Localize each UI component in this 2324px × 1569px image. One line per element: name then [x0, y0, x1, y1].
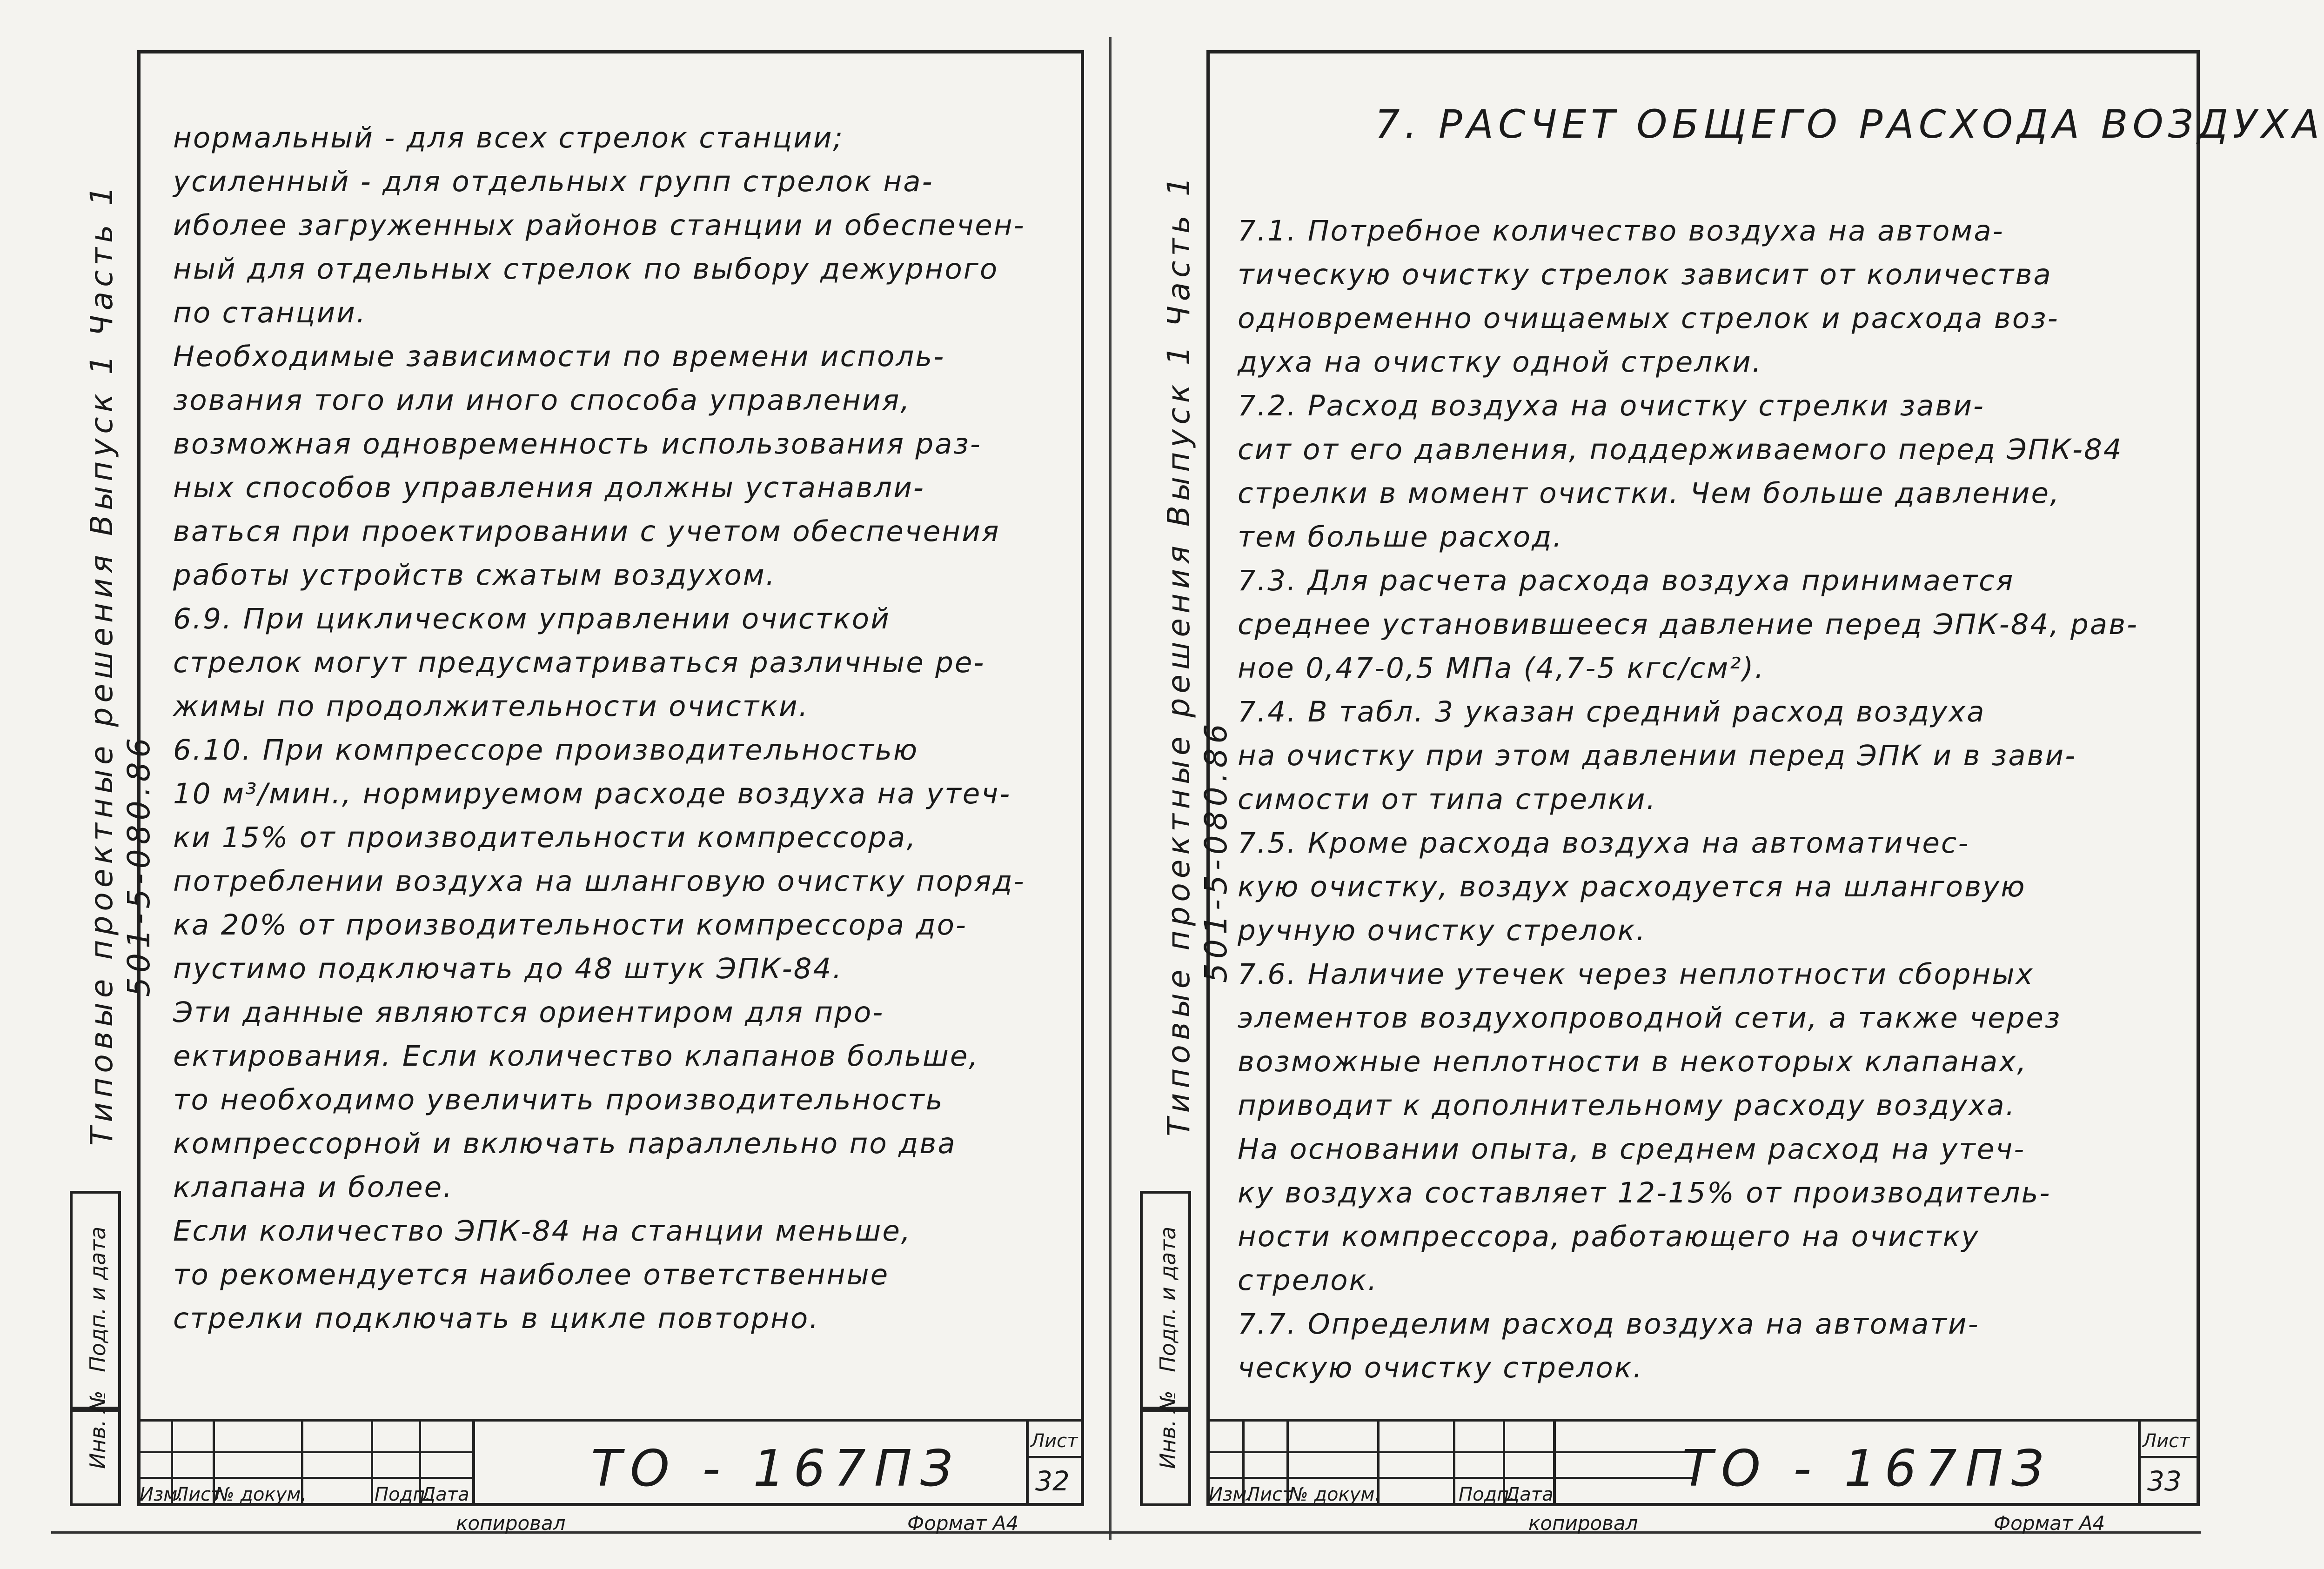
sign-date-box — [70, 1191, 121, 1409]
inventory-label: Инв. № — [1155, 1390, 1180, 1469]
text-line: Если количество ЭПК-84 на станции меньше, — [173, 1215, 912, 1248]
text-line: возможные неплотности в некоторых клапанах, — [1238, 1045, 2028, 1078]
text-line: клапана и более. — [173, 1171, 454, 1204]
side-number-text: 501-5-080.86 — [1198, 719, 1234, 983]
text-line: 7.1. Потребное количество воздуха на автома- — [1238, 214, 2004, 247]
text-line: На основании опыта, в среднем расход на утеч- — [1238, 1133, 2026, 1166]
text-line: по станции. — [173, 296, 367, 329]
side-series-text: Типовые проектные решения Выпуск 1 Часть 1 — [84, 181, 120, 1146]
text-line: 10 м³/мин., нормируемом расходе воздуха на утеч- — [173, 777, 1011, 810]
text-line: ный для отдельных стрелок по выбору дежурного — [173, 253, 999, 286]
text-line: то рекомендуется наиболее ответственные — [173, 1258, 890, 1291]
col-change: Изм. — [140, 1484, 184, 1505]
text-line: стрелки в момент очистки. Чем больше давление, — [1238, 477, 2061, 510]
col-signature: Подп. — [375, 1484, 431, 1505]
text-line: потреблении воздуха на шланговую очистку поряд- — [173, 865, 1025, 898]
text-line: сит от его давления, поддерживаемого перед ЭПК-84 — [1238, 433, 2123, 466]
text-line: ки 15% от производительности компрессора, — [173, 821, 917, 854]
document-code: ТО - 167ПЗ — [591, 1440, 961, 1498]
right-sheet — [1114, 0, 2324, 1569]
text-line: пустимо подключать до 48 штук ЭПК-84. — [173, 952, 843, 985]
text-line: ное 0,47-0,5 МПа (4,7-5 кгс/см²). — [1238, 652, 1765, 685]
text-line: кую очистку, воздух расходуется на шланговую — [1238, 870, 2026, 903]
text-line: стрелок могут предусматриваться различные ре- — [173, 646, 985, 679]
text-line: на очистку при этом давлении перед ЭПК и в зави- — [1238, 739, 2077, 772]
text-line: 7.2. Расход воздуха на очистку стрелки зави- — [1238, 389, 1985, 422]
sign-date-label: Подп. и дата — [1155, 1226, 1180, 1372]
col-doc-number: № докум. — [215, 1484, 307, 1505]
text-line: ческую очистку стрелок. — [1238, 1351, 1644, 1384]
body-text — [1238, 209, 2138, 1390]
inventory-label: Инв. № — [85, 1390, 110, 1469]
text-line: среднее установившееся давление перед ЭПК-84, рав- — [1238, 608, 2139, 641]
col-sheet: Лист — [174, 1484, 222, 1505]
inventory-box — [1140, 1390, 1191, 1506]
sheet-label: Лист — [1031, 1430, 1078, 1452]
text-line: ности компрессора, работающего на очистку — [1238, 1220, 1980, 1253]
text-line: 7.7. Определим расход воздуха на автомати- — [1238, 1308, 1980, 1341]
text-line: 7.3. Для расчета расхода воздуха принимается — [1238, 564, 2015, 597]
body-text — [173, 116, 1025, 1341]
text-line: тическую очистку стрелок зависит от количества — [1238, 258, 2052, 291]
text-line: Эти данные являются ориентиром для про- — [173, 996, 884, 1029]
text-line: иболее загруженных районов станции и обеспечен- — [173, 209, 1025, 242]
sheet-number: 33 — [2147, 1465, 2182, 1497]
col-date: Дата — [1505, 1484, 1554, 1505]
text-line: то необходимо увеличить производительность — [173, 1083, 944, 1116]
text-line: Необходимые зависимости по времени исполь- — [173, 340, 945, 373]
text-line: 6.9. При циклическом управлении очисткой — [173, 602, 891, 635]
text-line: 6.10. При компрессоре производительностью — [173, 734, 919, 767]
side-number-text: 501-5-080.86 — [121, 733, 157, 997]
paper-format: Формат А4 — [1994, 1512, 2105, 1535]
inventory-box — [70, 1390, 121, 1506]
col-sheet: Лист — [1246, 1484, 1293, 1505]
text-line: ку воздуха составляет 12-15% от производитель- — [1238, 1176, 2051, 1209]
sheet-number: 32 — [1035, 1465, 1070, 1497]
text-line: нормальный - для всех стрелок станции; — [173, 121, 844, 154]
text-line: симости от типа стрелки. — [1238, 783, 1657, 816]
text-line: ваться при проектировании с учетом обеспечения — [173, 515, 1000, 548]
text-line: духа на очистку одной стрелки. — [1238, 346, 1763, 379]
text-line: 7.4. В табл. 3 указан средний расход воздуха — [1238, 695, 1986, 728]
left-sheet — [0, 0, 1114, 1569]
text-line: стрелки подключать в цикле повторно. — [173, 1302, 820, 1335]
text-line: усиленный - для отдельных групп стрелок на- — [173, 165, 934, 198]
sheet-label: Лист — [2143, 1430, 2190, 1452]
side-series-text: Типовые проектные решения Выпуск 1 Часть 1 — [1161, 172, 1197, 1136]
text-line: ектирования. Если количество клапанов больше, — [173, 1040, 979, 1073]
sign-date-box — [1140, 1191, 1191, 1409]
text-line: 7.6. Наличие утечек через неплотности сборных — [1238, 958, 2034, 991]
text-line: элементов воздухопроводной сети, а также через — [1238, 1001, 2062, 1035]
col-change: Изм. — [1209, 1484, 1253, 1505]
col-signature: Подп. — [1459, 1484, 1515, 1505]
paper-format: Формат А4 — [907, 1512, 1019, 1535]
text-line: возможная одновременность использования раз- — [173, 427, 982, 461]
section-title: 7. РАСЧЕТ ОБЩЕГО РАСХОДА ВОЗДУХА — [1375, 101, 2324, 147]
text-line: тем больше расход. — [1238, 521, 1563, 554]
text-line: одновременно очищаемых стрелок и расхода воз- — [1238, 302, 2059, 335]
text-line: ных способов управления должны устанавли- — [173, 471, 925, 504]
text-line: стрелок. — [1238, 1264, 1378, 1297]
text-line: жимы по продолжительности очистки. — [173, 690, 810, 723]
text-line: работы устройств сжатым воздухом. — [173, 559, 777, 592]
text-line: зования того или иного способа управления, — [173, 384, 911, 417]
copied-by: копировал — [456, 1512, 566, 1535]
col-doc-number: № докум. — [1289, 1484, 1381, 1505]
sign-date-label: Подп. и дата — [85, 1226, 110, 1372]
text-line: приводит к дополнительному расходу воздуха. — [1238, 1089, 2016, 1122]
text-line: ручную очистку стрелок. — [1238, 914, 1647, 947]
text-line: 7.5. Кроме расхода воздуха на автоматичес- — [1238, 827, 1970, 860]
col-date: Дата — [421, 1484, 469, 1505]
text-line: компрессорной и включать параллельно по два — [173, 1127, 957, 1160]
copied-by: копировал — [1528, 1512, 1638, 1535]
document-code: ТО - 167ПЗ — [1682, 1440, 2052, 1498]
text-line: ка 20% от производительности компрессора до- — [173, 908, 967, 941]
